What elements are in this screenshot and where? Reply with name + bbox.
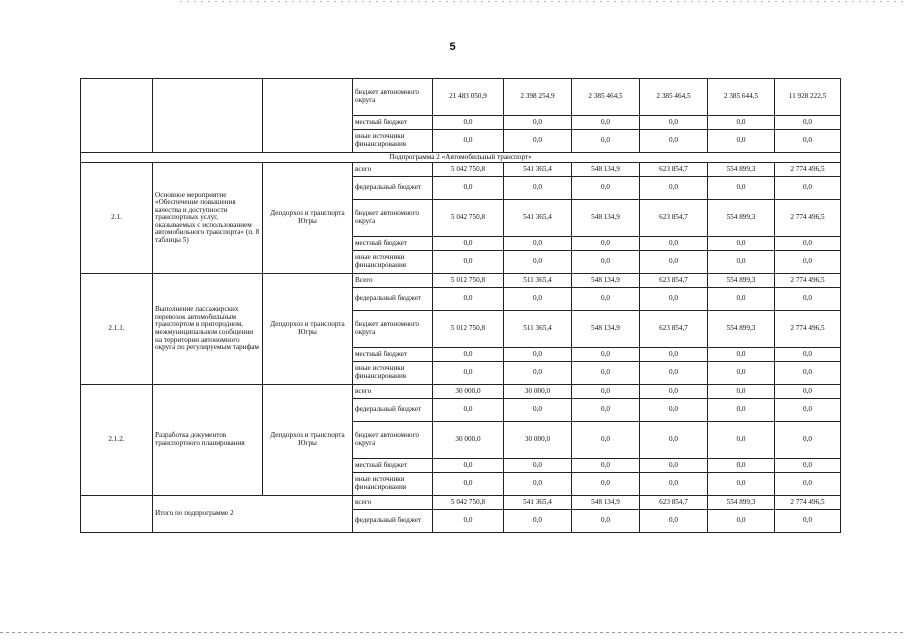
amount-cell: 5 012 750,8 bbox=[433, 311, 504, 348]
funding-source: местный бюджет bbox=[353, 348, 433, 362]
amount-cell: 5 012 750,8 bbox=[433, 274, 504, 288]
funding-source: федеральный бюджет bbox=[353, 510, 433, 533]
amount-cell: 0,0 bbox=[572, 116, 640, 130]
amount-cell: 0,0 bbox=[572, 385, 640, 399]
amount-cell: 0,0 bbox=[775, 422, 841, 459]
amount-cell: 2 385 464,5 bbox=[640, 79, 708, 116]
row-number-cell bbox=[81, 496, 153, 533]
amount-cell: 0,0 bbox=[572, 348, 640, 362]
table-row bbox=[81, 274, 841, 288]
scan-artifact-bottom bbox=[0, 632, 905, 633]
funding-source: местный бюджет bbox=[353, 116, 433, 130]
amount-cell: 0,0 bbox=[775, 385, 841, 399]
activity-name: Основное мероприятие «Обеспечение повышения качества и доступности транспортных услуг, оказываемых с использованием автомобильного транспорта» (п. 8 таблицы 5) bbox=[153, 163, 263, 274]
amount-cell: 0,0 bbox=[775, 510, 841, 533]
amount-cell: 0,0 bbox=[775, 348, 841, 362]
amount-cell: 623 854,7 bbox=[640, 496, 708, 510]
row-number: 2.1.2. bbox=[81, 385, 153, 496]
amount-cell: 0,0 bbox=[640, 473, 708, 496]
amount-cell: 2 385 644,5 bbox=[708, 79, 775, 116]
amount-cell: 0,0 bbox=[640, 362, 708, 385]
amount-cell: 0,0 bbox=[433, 116, 504, 130]
amount-cell: 0,0 bbox=[640, 399, 708, 422]
amount-cell: 554 899,3 bbox=[708, 200, 775, 237]
funding-source: иные источники финансирования bbox=[353, 251, 433, 274]
amount-cell: 0,0 bbox=[572, 130, 640, 153]
budget-table-body bbox=[81, 79, 841, 533]
amount-cell: 554 899,3 bbox=[708, 163, 775, 177]
amount-cell: 0,0 bbox=[708, 116, 775, 130]
amount-cell: 0,0 bbox=[433, 348, 504, 362]
amount-cell: 0,0 bbox=[775, 237, 841, 251]
funding-source: иные источники финансирования bbox=[353, 473, 433, 496]
executor-name: Депдорхоз и транспорта Югры bbox=[263, 163, 353, 274]
amount-cell: 0,0 bbox=[640, 510, 708, 533]
table-row bbox=[81, 385, 841, 399]
funding-source: федеральный бюджет bbox=[353, 288, 433, 311]
amount-cell: 0,0 bbox=[504, 251, 572, 274]
amount-cell: 0,0 bbox=[572, 288, 640, 311]
amount-cell: 0,0 bbox=[504, 288, 572, 311]
budget-table bbox=[80, 78, 841, 533]
activity-name: Выполнение пассажирских перевозок автомобильным транспортом в пригородном, межмуниципальном сообщении на территории автономного округа по регулируемым тарифам bbox=[153, 274, 263, 385]
amount-cell: 548 134,9 bbox=[572, 274, 640, 288]
row-number: 2.1.1. bbox=[81, 274, 153, 385]
funding-source: бюджет автономного округа bbox=[353, 422, 433, 459]
amount-cell: 5 042 750,8 bbox=[433, 163, 504, 177]
amount-cell: 0,0 bbox=[433, 473, 504, 496]
amount-cell: 0,0 bbox=[572, 473, 640, 496]
amount-cell: 548 134,9 bbox=[572, 311, 640, 348]
funding-source: бюджет автономного округа bbox=[353, 311, 433, 348]
amount-cell: 554 899,3 bbox=[708, 496, 775, 510]
funding-source: Всего bbox=[353, 274, 433, 288]
page-number: 5 bbox=[449, 41, 456, 53]
row-number: 2.1. bbox=[81, 163, 153, 274]
amount-cell: 0,0 bbox=[640, 130, 708, 153]
executor-name: Депдорхоз и транспорта Югры bbox=[263, 385, 353, 496]
amount-cell: 554 899,3 bbox=[708, 311, 775, 348]
amount-cell: 0,0 bbox=[433, 237, 504, 251]
scan-artifact-top bbox=[180, 1, 905, 2]
amount-cell: 0,0 bbox=[640, 348, 708, 362]
funding-source: всего bbox=[353, 163, 433, 177]
amount-cell: 0,0 bbox=[775, 130, 841, 153]
amount-cell: 623 854,7 bbox=[640, 274, 708, 288]
amount-cell: 0,0 bbox=[640, 385, 708, 399]
amount-cell: 0,0 bbox=[433, 177, 504, 200]
funding-source: всего bbox=[353, 496, 433, 510]
amount-cell: 0,0 bbox=[640, 237, 708, 251]
amount-cell: 0,0 bbox=[504, 116, 572, 130]
amount-cell: 554 899,3 bbox=[708, 274, 775, 288]
amount-cell: 0,0 bbox=[708, 473, 775, 496]
amount-cell: 30 000,0 bbox=[433, 422, 504, 459]
funding-source: местный бюджет bbox=[353, 237, 433, 251]
amount-cell: 2 774 496,5 bbox=[775, 496, 841, 510]
amount-cell: 0,0 bbox=[572, 362, 640, 385]
amount-cell: 0,0 bbox=[504, 362, 572, 385]
subprogram-header-row bbox=[81, 153, 841, 163]
amount-cell: 0,0 bbox=[708, 237, 775, 251]
amount-cell: 2 774 496,5 bbox=[775, 274, 841, 288]
amount-cell: 0,0 bbox=[775, 177, 841, 200]
funding-source: бюджет автономного округа bbox=[353, 200, 433, 237]
amount-cell: 0,0 bbox=[775, 459, 841, 473]
amount-cell: 0,0 bbox=[504, 459, 572, 473]
funding-source: иные источники финансирования bbox=[353, 362, 433, 385]
amount-cell: 0,0 bbox=[572, 459, 640, 473]
amount-cell: 0,0 bbox=[708, 385, 775, 399]
amount-cell: 0,0 bbox=[708, 510, 775, 533]
amount-cell: 0,0 bbox=[572, 422, 640, 459]
amount-cell: 0,0 bbox=[775, 116, 841, 130]
amount-cell: 541 365,4 bbox=[504, 496, 572, 510]
amount-cell: 623 854,7 bbox=[640, 163, 708, 177]
total-label: Итого по подпрограмме 2 bbox=[153, 496, 353, 533]
amount-cell: 0,0 bbox=[708, 251, 775, 274]
amount-cell: 0,0 bbox=[640, 116, 708, 130]
amount-cell: 2 774 496,5 bbox=[775, 200, 841, 237]
amount-cell: 623 854,7 bbox=[640, 311, 708, 348]
amount-cell: 0,0 bbox=[572, 251, 640, 274]
amount-cell: 2 774 496,5 bbox=[775, 311, 841, 348]
amount-cell: 2 774 496,5 bbox=[775, 163, 841, 177]
amount-cell: 0,0 bbox=[640, 422, 708, 459]
table-row bbox=[81, 496, 841, 510]
amount-cell: 0,0 bbox=[572, 237, 640, 251]
amount-cell: 548 134,9 bbox=[572, 496, 640, 510]
funding-source: федеральный бюджет bbox=[353, 177, 433, 200]
amount-cell: 2 385 464,5 bbox=[572, 79, 640, 116]
amount-cell: 0,0 bbox=[504, 237, 572, 251]
amount-cell: 0,0 bbox=[775, 362, 841, 385]
table-row bbox=[81, 79, 841, 116]
amount-cell: 0,0 bbox=[504, 473, 572, 496]
amount-cell: 0,0 bbox=[708, 422, 775, 459]
amount-cell: 548 134,9 bbox=[572, 163, 640, 177]
amount-cell: 0,0 bbox=[708, 288, 775, 311]
amount-cell: 5 042 750,8 bbox=[433, 200, 504, 237]
funding-source: всего bbox=[353, 385, 433, 399]
amount-cell: 0,0 bbox=[433, 362, 504, 385]
amount-cell: 0,0 bbox=[504, 510, 572, 533]
amount-cell: 0,0 bbox=[775, 288, 841, 311]
amount-cell: 541 365,4 bbox=[504, 163, 572, 177]
row-number-cell bbox=[81, 79, 153, 153]
amount-cell: 0,0 bbox=[708, 459, 775, 473]
amount-cell: 11 928 222,5 bbox=[775, 79, 841, 116]
amount-cell: 0,0 bbox=[708, 362, 775, 385]
amount-cell: 0,0 bbox=[640, 288, 708, 311]
amount-cell: 0,0 bbox=[708, 130, 775, 153]
amount-cell: 0,0 bbox=[708, 348, 775, 362]
amount-cell: 0,0 bbox=[640, 459, 708, 473]
amount-cell: 0,0 bbox=[572, 399, 640, 422]
funding-source: федеральный бюджет bbox=[353, 399, 433, 422]
funding-source: местный бюджет bbox=[353, 459, 433, 473]
amount-cell: 0,0 bbox=[433, 130, 504, 153]
amount-cell: 511 365,4 bbox=[504, 274, 572, 288]
amount-cell: 0,0 bbox=[433, 251, 504, 274]
amount-cell: 2 398 254,9 bbox=[504, 79, 572, 116]
amount-cell: 0,0 bbox=[640, 177, 708, 200]
amount-cell: 0,0 bbox=[572, 510, 640, 533]
amount-cell: 0,0 bbox=[433, 288, 504, 311]
amount-cell: 0,0 bbox=[433, 459, 504, 473]
funding-source: иные источники финансирования bbox=[353, 130, 433, 153]
amount-cell: 0,0 bbox=[775, 399, 841, 422]
activity-name-cell bbox=[153, 79, 263, 153]
amount-cell: 0,0 bbox=[572, 177, 640, 200]
amount-cell: 0,0 bbox=[504, 399, 572, 422]
amount-cell: 0,0 bbox=[775, 251, 841, 274]
amount-cell: 511 365,4 bbox=[504, 311, 572, 348]
funding-source: бюджет автономного округа bbox=[353, 79, 433, 116]
amount-cell: 0,0 bbox=[504, 348, 572, 362]
subprogram-title: Подпрограмма 2 «Автомобильный транспорт» bbox=[81, 153, 841, 163]
amount-cell: 5 042 750,8 bbox=[433, 496, 504, 510]
amount-cell: 30 000,0 bbox=[504, 385, 572, 399]
amount-cell: 0,0 bbox=[708, 177, 775, 200]
table-row bbox=[81, 163, 841, 177]
amount-cell: 21 483 050,9 bbox=[433, 79, 504, 116]
amount-cell: 30 000,0 bbox=[504, 422, 572, 459]
amount-cell: 541 365,4 bbox=[504, 200, 572, 237]
executor-cell bbox=[263, 79, 353, 153]
amount-cell: 0,0 bbox=[708, 399, 775, 422]
amount-cell: 0,0 bbox=[504, 177, 572, 200]
amount-cell: 0,0 bbox=[504, 130, 572, 153]
amount-cell: 0,0 bbox=[640, 251, 708, 274]
amount-cell: 0,0 bbox=[775, 473, 841, 496]
activity-name: Разработка документов транспортного планирования bbox=[153, 385, 263, 496]
amount-cell: 548 134,9 bbox=[572, 200, 640, 237]
executor-name: Депдорхоз и транспорта Югры bbox=[263, 274, 353, 385]
amount-cell: 0,0 bbox=[433, 399, 504, 422]
amount-cell: 30 000,0 bbox=[433, 385, 504, 399]
amount-cell: 0,0 bbox=[433, 510, 504, 533]
amount-cell: 623 854,7 bbox=[640, 200, 708, 237]
